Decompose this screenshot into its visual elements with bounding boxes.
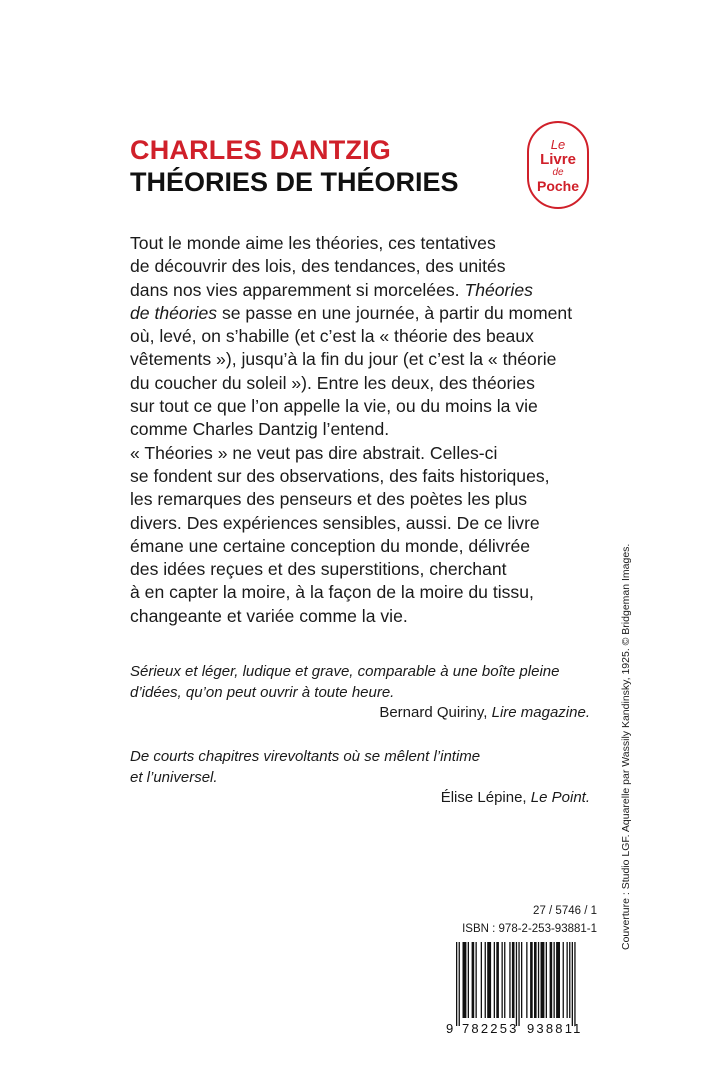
barcode-digit-first: 9 xyxy=(446,1021,454,1036)
barcode-bar xyxy=(530,942,533,1018)
blurb-line: à en capter la moire, à la façon de la moire du tissu, xyxy=(130,582,534,603)
blurb-line xyxy=(130,302,573,325)
barcode-bar xyxy=(512,942,515,1018)
blurb-line: de découvrir des lois, des tendances, des unités xyxy=(130,256,506,277)
barcode-bar xyxy=(567,942,568,1018)
barcode-bar xyxy=(572,942,573,1026)
barcode-bar xyxy=(472,942,475,1018)
blurb-text: se passe en une journée, à partir du moment xyxy=(221,302,573,323)
blurb-line: changeante et variée comme la vie. xyxy=(130,605,408,626)
quote-text: Sérieux et léger, ludique et grave, comparable à une boîte pleine xyxy=(130,663,560,680)
quote-text: et l’universel. xyxy=(130,768,218,786)
blurb-line: émane une certaine conception du monde, délivrée xyxy=(130,535,531,556)
blurb-title-italic: Théories xyxy=(464,279,533,300)
logo-line-poche: Poche xyxy=(536,177,579,194)
quote-author: Bernard Quiriny, xyxy=(379,704,488,721)
barcode-bar xyxy=(463,942,467,1018)
blurb-line: du coucher du soleil »). Entre les deux, des théories xyxy=(130,372,535,393)
reference-code: 27 / 5746 / 1 xyxy=(533,905,597,917)
barcode-bar xyxy=(546,942,547,1018)
barcode-digits-right: 938811 xyxy=(527,1021,583,1036)
quote-source: Le Point. xyxy=(530,789,590,806)
logo-line-le: Le xyxy=(550,136,566,152)
quote-attribution xyxy=(130,788,590,809)
barcode-bar xyxy=(538,942,539,1018)
barcode-bars xyxy=(456,942,576,1026)
back-cover-blurb xyxy=(130,232,573,628)
quote-text: d’idées, qu’on peut ouvrir à toute heure. xyxy=(130,683,395,701)
press-quote xyxy=(130,662,590,724)
barcode-bar xyxy=(485,942,486,1018)
book-codes xyxy=(447,902,597,938)
quote-attribution xyxy=(130,703,590,724)
barcode-bar xyxy=(541,942,545,1018)
barcode-digits-left: 782253 xyxy=(462,1021,519,1036)
blurb-line: des idées reçues et des superstitions, cherchant xyxy=(130,559,507,580)
isbn: ISBN : 978-2-253-93881-1 xyxy=(462,923,597,935)
barcode-bar xyxy=(509,942,510,1018)
barcode-bar xyxy=(456,942,457,1026)
blurb-line: divers. Des expériences sensibles, aussi. De ce livre xyxy=(130,512,540,533)
author-name: CHARLES DANTZIG xyxy=(130,135,391,165)
book-title: THÉORIES DE THÉORIES xyxy=(130,167,459,197)
blurb-text: dans nos vies apparemment si morcelées. xyxy=(130,279,460,300)
blurb-line: les remarques des penseurs et des poètes les plus xyxy=(130,489,528,510)
blurb-line: où, levé, on s’habille (et c’est la « théorie des beaux xyxy=(130,326,534,347)
logo-line-livre: Livre xyxy=(540,150,576,168)
barcode-bar xyxy=(556,942,560,1018)
blurb-title-italic: de théories xyxy=(130,302,218,323)
blurb-line: sur tout ce que l’on appelle la vie, ou du moins la vie xyxy=(130,396,538,417)
barcode-bar xyxy=(496,942,499,1018)
barcode-bar xyxy=(534,942,537,1018)
blurb-line: comme Charles Dantzig l’entend. xyxy=(130,419,390,440)
barcode-bar xyxy=(502,942,503,1018)
logo-line-de: de xyxy=(552,166,564,178)
barcode-bar xyxy=(494,942,495,1018)
barcode-bar xyxy=(518,942,519,1026)
barcode-bar xyxy=(550,942,553,1018)
isbn-barcode xyxy=(444,938,600,1036)
quote-author: Élise Lépine, xyxy=(440,789,527,806)
barcode-bar xyxy=(468,942,469,1018)
blurb-line: se fondent sur des observations, des faits historiques, xyxy=(130,465,550,486)
blurb-line: « Théories » ne veut pas dire abstrait. Celles-ci xyxy=(130,442,498,463)
blurb-line xyxy=(130,279,570,302)
publisher-logo xyxy=(527,121,589,209)
barcode-bar xyxy=(521,942,522,1018)
quote-source: Lire magazine. xyxy=(491,704,590,721)
header xyxy=(130,134,459,198)
quote-text: De courts chapitres virevoltants où se mêlent l’intime xyxy=(130,748,481,765)
blurb-line: Tout le monde aime les théories, ces tentatives xyxy=(130,233,496,253)
barcode-bar xyxy=(481,942,482,1018)
barcode-bar xyxy=(554,942,555,1018)
barcode-bar xyxy=(487,942,491,1018)
barcode-bar xyxy=(569,942,570,1018)
barcode-bar xyxy=(563,942,564,1018)
barcode-bar xyxy=(504,942,505,1018)
barcode-bar xyxy=(516,942,517,1026)
blurb-line: vêtements »), jusqu’à la fin du jour (et c’est la « théorie xyxy=(130,349,557,370)
press-quote xyxy=(130,747,590,809)
barcode-bar xyxy=(526,942,527,1018)
cover-credit: Couverture : Studio LGF. Aquarelle par Wassily Kandinsky, 1925. © Bridgeman Images. xyxy=(620,543,632,950)
barcode-bar xyxy=(574,942,575,1026)
barcode-bar xyxy=(459,942,460,1026)
barcode-bar xyxy=(476,942,477,1018)
